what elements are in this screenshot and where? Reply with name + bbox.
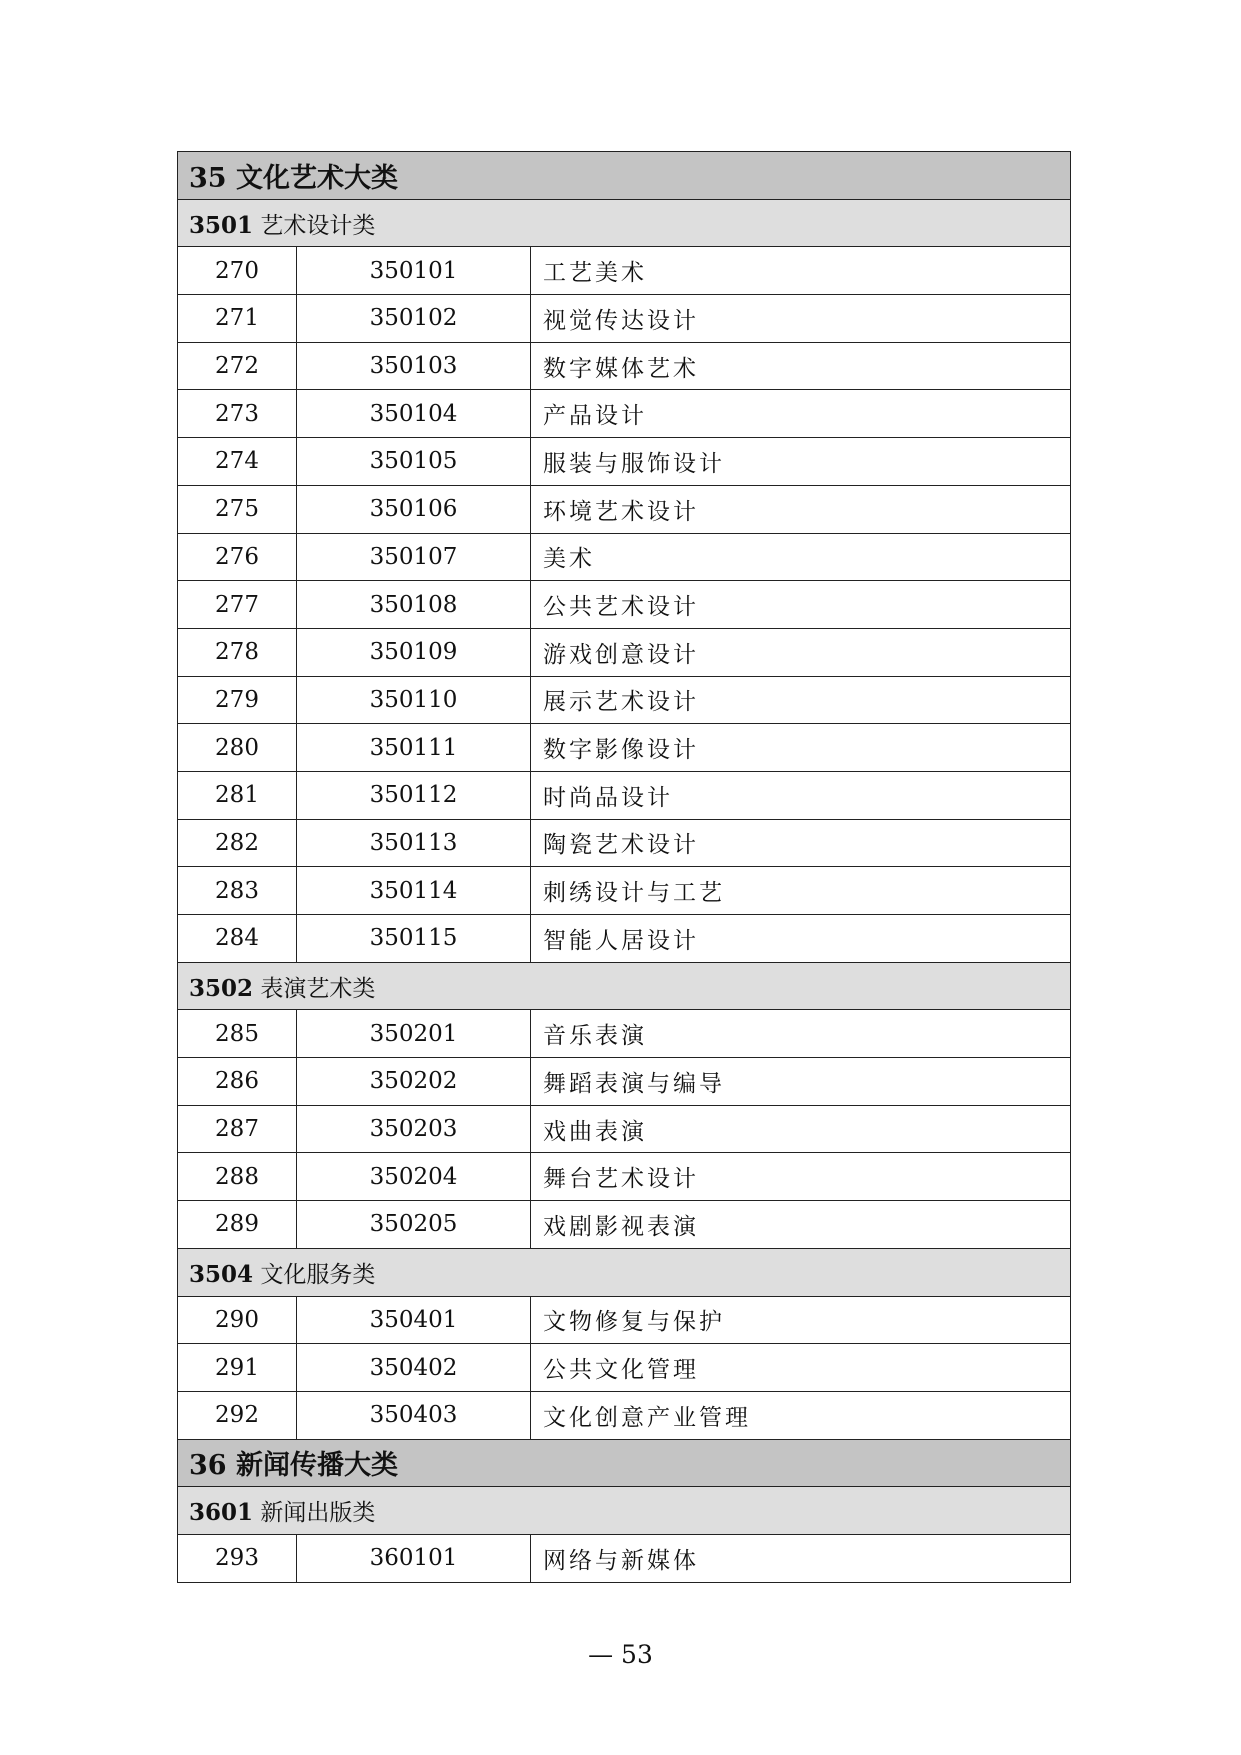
table-row xyxy=(178,1344,1071,1392)
major-code-cell: 350106 xyxy=(297,485,531,533)
serial-number-cell: 283 xyxy=(178,867,297,915)
major-name-cell: 展示艺术设计 xyxy=(531,676,1071,724)
serial-number-cell: 281 xyxy=(178,771,297,819)
major-name-cell: 舞蹈表演与编导 xyxy=(531,1058,1071,1106)
major-name-cell: 舞台艺术设计 xyxy=(531,1153,1071,1201)
major-name-cell: 音乐表演 xyxy=(531,1010,1071,1058)
table-row xyxy=(178,867,1071,915)
table-row xyxy=(178,1391,1071,1439)
major-code-cell: 350205 xyxy=(297,1201,531,1249)
subcategory-name: 艺术设计类 xyxy=(260,212,376,239)
major-name-cell: 环境艺术设计 xyxy=(531,485,1071,533)
major-name-cell: 刺绣设计与工艺 xyxy=(531,867,1071,915)
major-code-cell: 350101 xyxy=(297,247,531,295)
major-code-cell: 350111 xyxy=(297,724,531,772)
subcategory-row xyxy=(178,1248,1071,1296)
table-row xyxy=(178,724,1071,772)
major-name-cell: 公共艺术设计 xyxy=(531,581,1071,629)
table-row xyxy=(178,915,1071,963)
subcategory-name: 新闻出版类 xyxy=(260,1500,376,1527)
table-row xyxy=(178,295,1071,343)
major-code-cell: 350114 xyxy=(297,867,531,915)
serial-number-cell: 282 xyxy=(178,819,297,867)
major-code-cell: 350113 xyxy=(297,819,531,867)
subcategory-row xyxy=(178,199,1071,247)
table-row xyxy=(178,819,1071,867)
table-row xyxy=(178,342,1071,390)
table-row xyxy=(178,438,1071,486)
serial-number-cell: 270 xyxy=(178,247,297,295)
subcategory-row xyxy=(178,962,1071,1010)
table-row xyxy=(178,1534,1071,1582)
subcategory-name: 表演艺术类 xyxy=(260,975,376,1002)
major-name-cell: 网络与新媒体 xyxy=(531,1534,1071,1582)
major-name-cell: 陶瓷艺术设计 xyxy=(531,819,1071,867)
major-name-cell: 戏剧影视表演 xyxy=(531,1201,1071,1249)
major-code-cell: 350204 xyxy=(297,1153,531,1201)
subcategory-title xyxy=(178,1487,1071,1535)
table-row xyxy=(178,1058,1071,1106)
table-row xyxy=(178,771,1071,819)
serial-number-cell: 287 xyxy=(178,1105,297,1153)
serial-number-cell: 293 xyxy=(178,1534,297,1582)
serial-number-cell: 274 xyxy=(178,438,297,486)
serial-number-cell: 286 xyxy=(178,1058,297,1106)
serial-number-cell: 278 xyxy=(178,628,297,676)
major-code-cell: 350104 xyxy=(297,390,531,438)
major-code-cell: 350202 xyxy=(297,1058,531,1106)
major-code-cell: 350201 xyxy=(297,1010,531,1058)
serial-number-cell: 272 xyxy=(178,342,297,390)
major-code-cell: 350103 xyxy=(297,342,531,390)
subcategory-code: 3501 xyxy=(189,211,254,239)
subcategory-title xyxy=(178,962,1071,1010)
serial-number-cell: 277 xyxy=(178,581,297,629)
major-name-cell: 工艺美术 xyxy=(531,247,1071,295)
table-row xyxy=(178,1201,1071,1249)
subcategory-name: 文化服务类 xyxy=(260,1261,376,1288)
major-catalog-table xyxy=(177,151,1071,1583)
table-row xyxy=(178,676,1071,724)
subcategory-code: 3502 xyxy=(189,974,254,1002)
major-code-cell: 350203 xyxy=(297,1105,531,1153)
major-name-cell: 服装与服饰设计 xyxy=(531,438,1071,486)
serial-number-cell: 276 xyxy=(178,533,297,581)
major-name-cell: 文物修复与保护 xyxy=(531,1296,1071,1344)
major-name-cell: 产品设计 xyxy=(531,390,1071,438)
table-row xyxy=(178,628,1071,676)
major-name-cell: 智能人居设计 xyxy=(531,915,1071,963)
major-category-title: 36 新闻传播大类 xyxy=(178,1439,1071,1487)
serial-number-cell: 280 xyxy=(178,724,297,772)
page-number: — 53 xyxy=(588,1640,653,1669)
serial-number-cell: 288 xyxy=(178,1153,297,1201)
major-code-cell: 350108 xyxy=(297,581,531,629)
major-name-cell: 数字媒体艺术 xyxy=(531,342,1071,390)
major-name-cell: 戏曲表演 xyxy=(531,1105,1071,1153)
major-name-cell: 文化创意产业管理 xyxy=(531,1391,1071,1439)
major-name-cell: 公共文化管理 xyxy=(531,1344,1071,1392)
serial-number-cell: 279 xyxy=(178,676,297,724)
table-row xyxy=(178,390,1071,438)
major-category-row xyxy=(178,152,1071,200)
serial-number-cell: 275 xyxy=(178,485,297,533)
serial-number-cell: 292 xyxy=(178,1391,297,1439)
subcategory-title xyxy=(178,199,1071,247)
table-row xyxy=(178,1105,1071,1153)
table-row xyxy=(178,533,1071,581)
serial-number-cell: 285 xyxy=(178,1010,297,1058)
serial-number-cell: 271 xyxy=(178,295,297,343)
table-row xyxy=(178,1010,1071,1058)
table-row xyxy=(178,1153,1071,1201)
major-code-cell: 350107 xyxy=(297,533,531,581)
major-name-cell: 视觉传达设计 xyxy=(531,295,1071,343)
major-code-cell: 350112 xyxy=(297,771,531,819)
subcategory-code: 3601 xyxy=(189,1499,254,1527)
table-row xyxy=(178,247,1071,295)
major-code-cell: 350105 xyxy=(297,438,531,486)
major-code-cell: 350115 xyxy=(297,915,531,963)
serial-number-cell: 273 xyxy=(178,390,297,438)
major-code-cell: 350110 xyxy=(297,676,531,724)
serial-number-cell: 289 xyxy=(178,1201,297,1249)
major-name-cell: 时尚品设计 xyxy=(531,771,1071,819)
subcategory-code: 3504 xyxy=(189,1260,254,1288)
serial-number-cell: 284 xyxy=(178,915,297,963)
major-code-cell: 350403 xyxy=(297,1391,531,1439)
major-code-cell: 350102 xyxy=(297,295,531,343)
table-row xyxy=(178,581,1071,629)
major-code-cell: 350401 xyxy=(297,1296,531,1344)
table-body xyxy=(178,152,1071,1583)
serial-number-cell: 290 xyxy=(178,1296,297,1344)
serial-number-cell: 291 xyxy=(178,1344,297,1392)
major-code-cell: 350402 xyxy=(297,1344,531,1392)
table-row xyxy=(178,485,1071,533)
major-code-cell: 350109 xyxy=(297,628,531,676)
subcategory-row xyxy=(178,1487,1071,1535)
table-row xyxy=(178,1296,1071,1344)
major-name-cell: 美术 xyxy=(531,533,1071,581)
major-name-cell: 游戏创意设计 xyxy=(531,628,1071,676)
major-name-cell: 数字影像设计 xyxy=(531,724,1071,772)
subcategory-title xyxy=(178,1248,1071,1296)
major-category-row xyxy=(178,1439,1071,1487)
major-category-title: 35 文化艺术大类 xyxy=(178,152,1071,200)
major-code-cell: 360101 xyxy=(297,1534,531,1582)
